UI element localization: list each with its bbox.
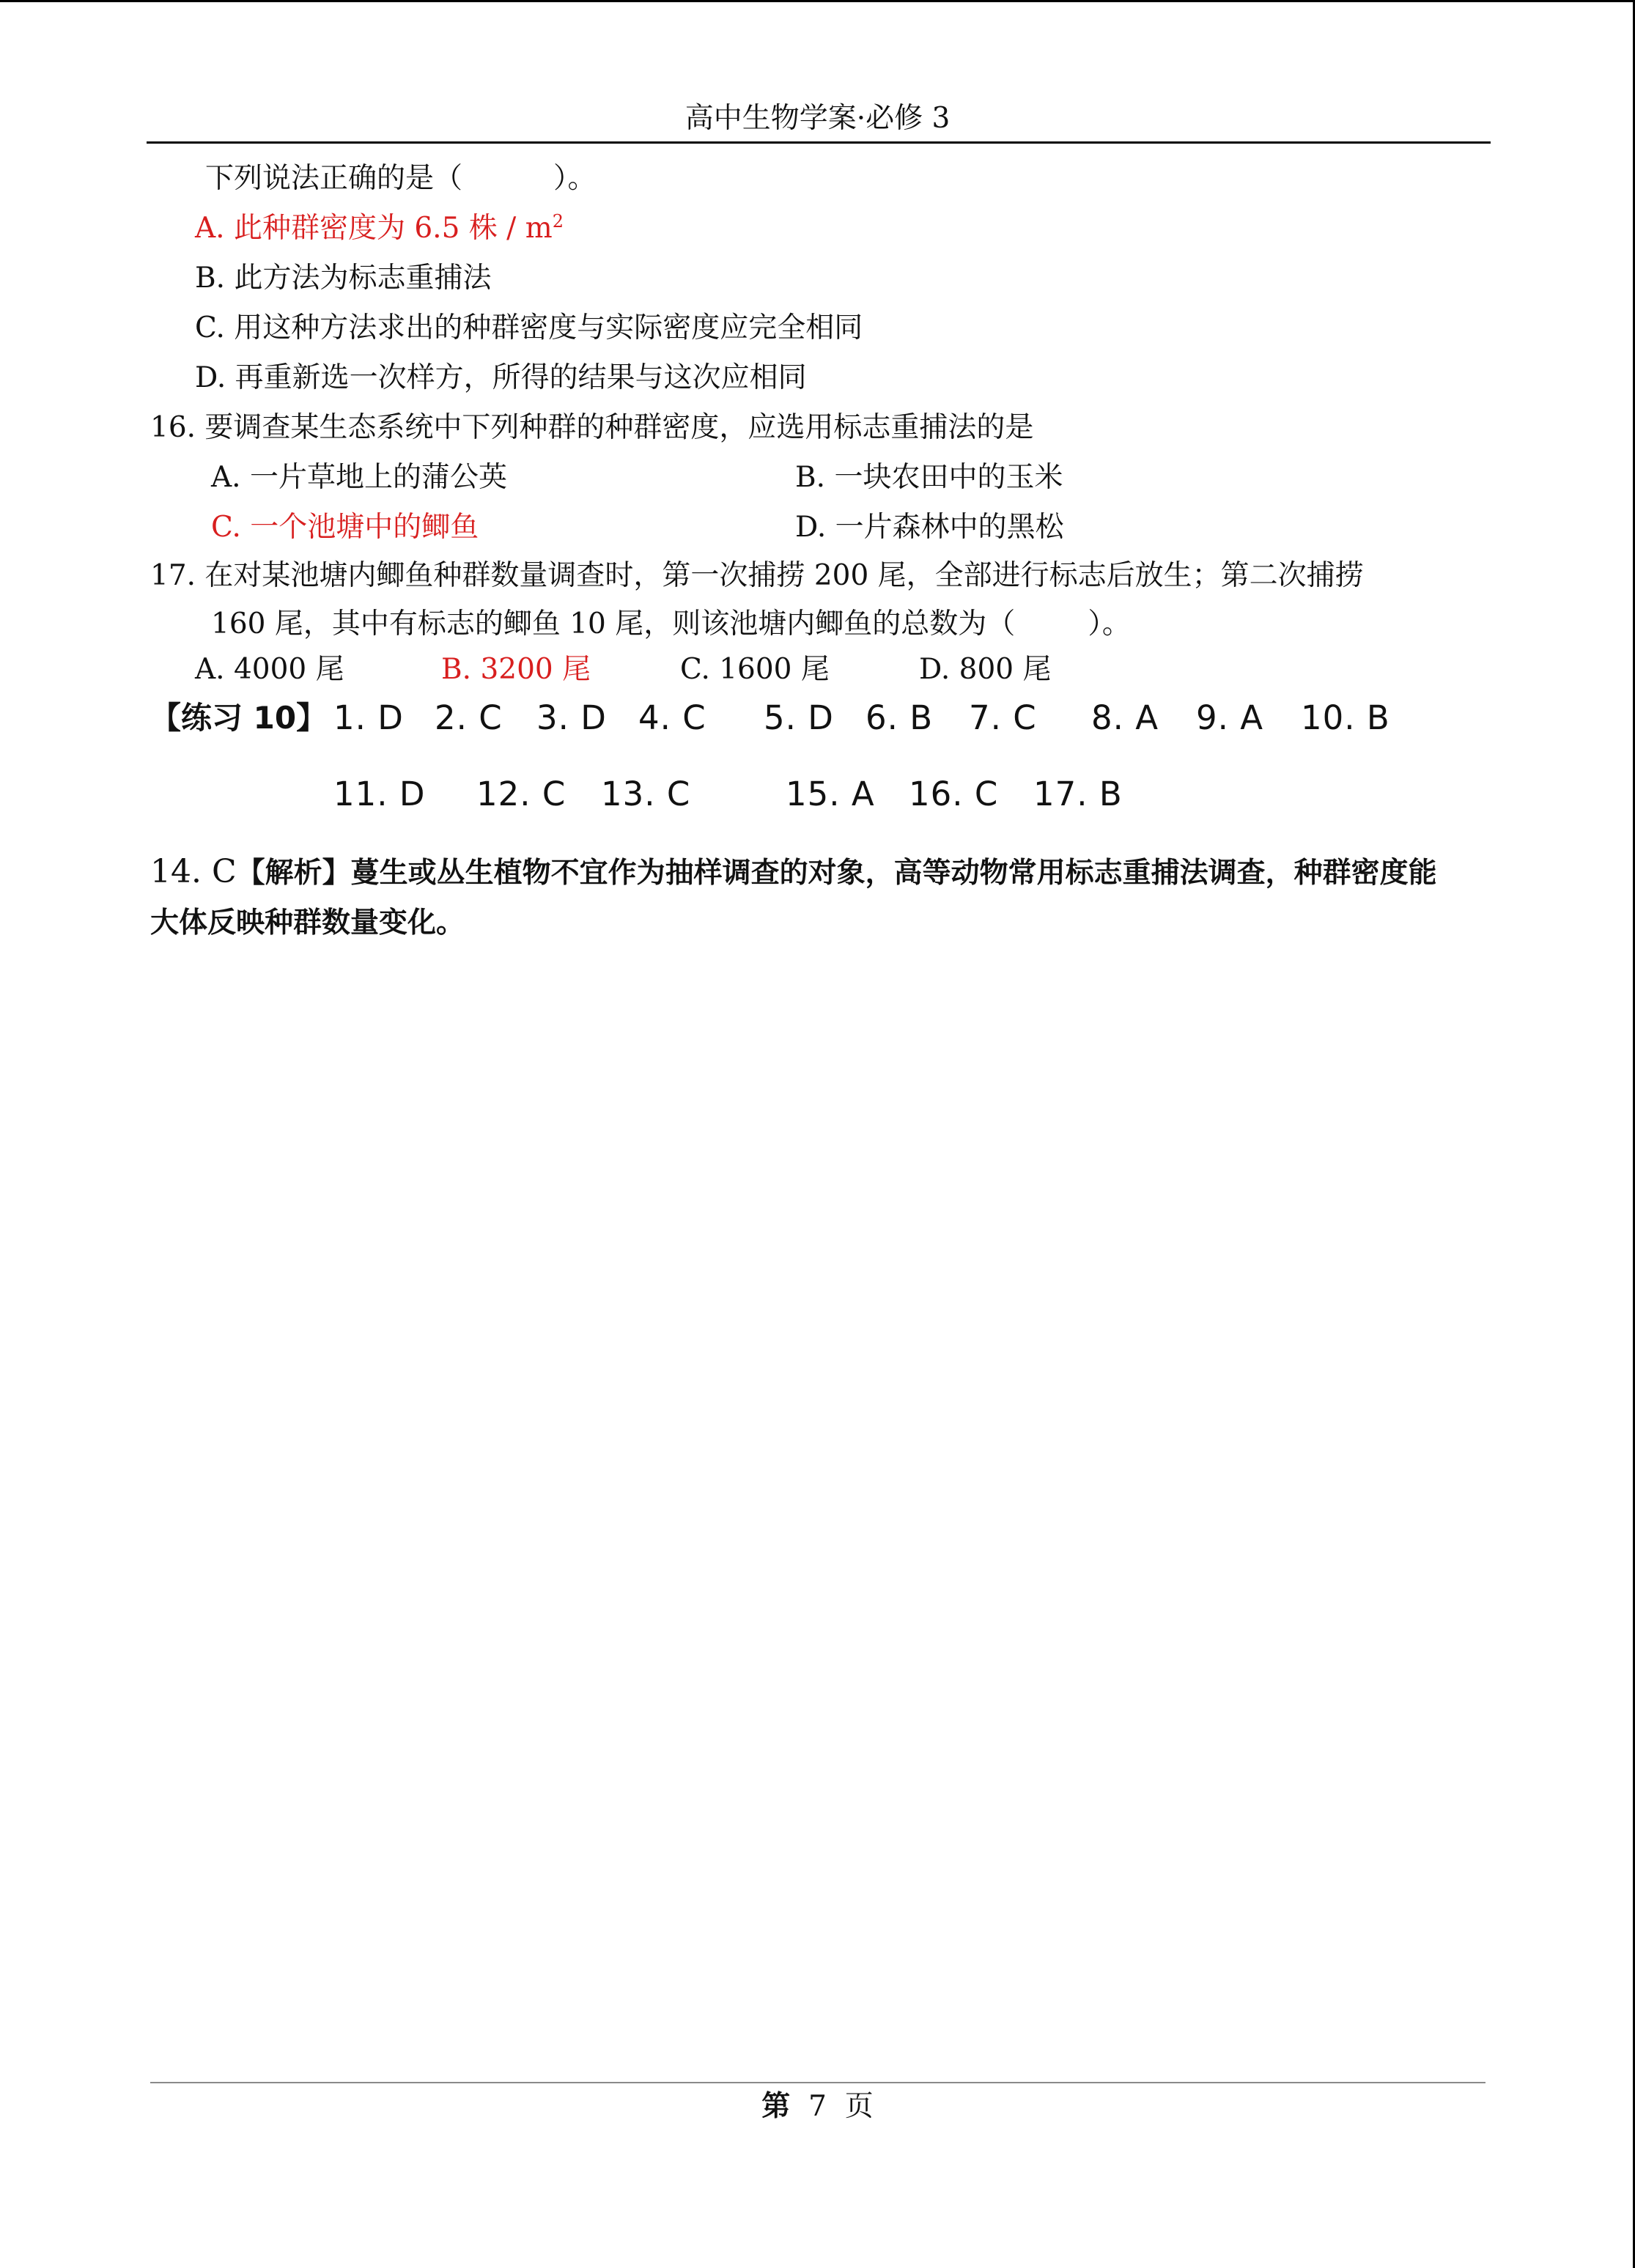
q15-option-a-sup: 2 — [552, 211, 564, 232]
footer-prefix: 第 — [761, 2089, 791, 2123]
q17-stem-line2: 160 尾，其中有标志的鲫鱼 10 尾，则该池塘内鲫鱼的总数为（ ）。 — [211, 607, 1131, 640]
answer-item: 1. D — [333, 698, 404, 737]
q15-option-d: D. 再重新选一次样方，所得的结果与这次应相同 — [195, 361, 807, 394]
explanation-line1 — [150, 852, 1437, 894]
answer-item: 6. B — [866, 698, 934, 737]
q17-option-d: D. 800 尾 — [919, 653, 1052, 686]
answer-item: 8. A — [1091, 698, 1159, 737]
answer-item: 13. C — [601, 775, 691, 813]
explanation-text-1: 【解析】蔓生或丛生植物不宜作为抽样调查的对象，高等动物常用标志重捕法调查，种群密度能 — [236, 857, 1437, 890]
answer-item: 16. C — [909, 775, 999, 813]
answer-item: 12. C — [476, 775, 566, 813]
q16-option-a: A. 一片草地上的蒲公英 — [211, 461, 507, 494]
answer-item: 10. B — [1301, 698, 1390, 737]
answer-item: 5. D — [764, 698, 834, 737]
q16-option-b: B. 一块农田中的玉米 — [795, 461, 1063, 494]
answer-key-label: 【练习 10】 — [150, 700, 328, 736]
footer-rule — [150, 2082, 1485, 2083]
page-footer — [0, 2087, 1635, 2126]
q15-option-b: B. 此方法为标志重捕法 — [195, 262, 492, 295]
q15-option-c: C. 用这种方法求出的种群密度与实际密度应完全相同 — [195, 311, 863, 344]
answer-item: 7. C — [969, 698, 1037, 737]
answer-item: 3. D — [536, 698, 607, 737]
q15-option-a — [195, 210, 564, 248]
answer-item: 2. C — [435, 698, 503, 737]
q16-stem: 16. 要调查某生态系统中下列种群的种群密度，应选用标志重捕法的是 — [150, 411, 1034, 444]
explanation-line2: 大体反映种群数量变化。 — [150, 906, 465, 939]
explanation-number: 14. C — [150, 853, 237, 890]
q15-option-a-text: A. 此种群密度为 6.5 株 / m — [195, 212, 553, 245]
answer-item: 4. C — [638, 698, 706, 737]
q16-option-d: D. 一片森林中的黑松 — [795, 511, 1064, 544]
q17-option-a: A. 4000 尾 — [195, 653, 344, 686]
q15-stem: 下列说法正确的是（ ）。 — [205, 162, 597, 195]
answer-item: 17. B — [1033, 775, 1123, 813]
q17-option-b: B. 3200 尾 — [441, 653, 591, 686]
answer-item: 15. A — [786, 775, 875, 813]
header-title: 高中生物学案·必修 3 — [684, 102, 951, 135]
answer-item: 11. D — [333, 775, 426, 813]
page-number: 7 — [808, 2090, 827, 2123]
q17-option-c: C. 1600 尾 — [680, 653, 830, 686]
q17-stem-line1: 17. 在对某池塘内鲫鱼种群数量调查时，第一次捕捞 200 尾，全部进行标志后放生；第二次捕捞 — [150, 559, 1364, 592]
footer-suffix: 页 — [844, 2090, 874, 2123]
answer-item: 9. A — [1196, 698, 1264, 737]
header-rule — [147, 141, 1491, 144]
q16-option-c: C. 一个池塘中的鲫鱼 — [211, 511, 479, 544]
